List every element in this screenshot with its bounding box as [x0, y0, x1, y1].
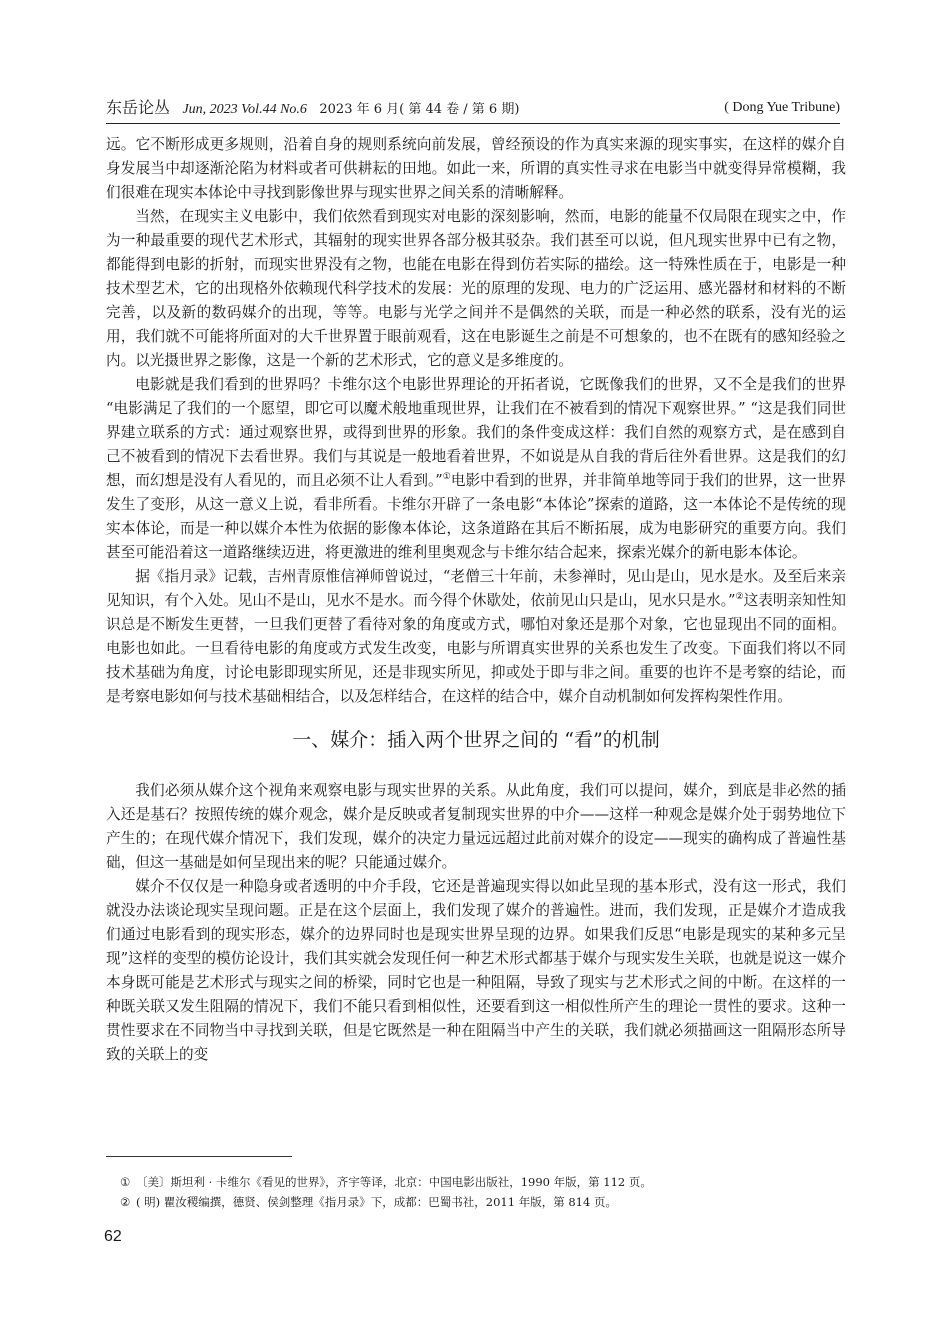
footnote-divider: [106, 1156, 292, 1157]
journal-english-title: ( Dong Yue Tribune): [724, 100, 840, 115]
paragraph: 我们必须从媒介这个视角来观察电影与现实世界的关系。从此角度，我们可以提问，媒介，到底是非必然的插入还是基石？按照传统的媒介观念，媒介是反映或者复制现实世界的中介——这样一种观念是媒介处于弱势地位下产生的；在现代媒介情况下，我们发现，媒介的决定力量远远超过此前对媒介的设定——现实的确构成了普遍性基础，但这一基础是如何呈现出来的呢？只能通过媒介。: [106, 782, 846, 871]
page-number: 62: [104, 1228, 122, 1245]
footnote-text: 〔美〕斯坦利 · 卡维尔《看见的世界》，齐宇等译，北京：中国电影出版社，1990 年版，第 112 页。: [136, 1175, 652, 1189]
footnote-mark: ①: [120, 1175, 131, 1189]
footnote-mark: ②: [120, 1195, 131, 1209]
footnote-ref-1[interactable]: ①: [442, 472, 451, 483]
footnote-ref-2[interactable]: ②: [735, 592, 744, 603]
footnote-1: [120, 1172, 840, 1192]
footnote-2: [120, 1192, 840, 1212]
paragraph: 媒介不仅仅是一种隐身或者透明的中介手段，它还是普遍现实得以如此呈现的基本形式，没有这一形式，我们就没办法谈论现实呈现问题。正是在这个层面上，我们发现了媒介的普遍性。进而，我们发现，正是媒介才造成我们通过电影看到的现实形态，媒介的边界同时也是现实世界呈现的边界。如果我们反思“电影是现实的某种多元呈现”这样的变型的模仿论设计，我们其实就会发现任何一种艺术形式都基于媒介与现实发生关联，也就是说这一媒介本身既可能是艺术形式与现实之间的桥梁，同时它也是一种阻隔，导致了现实与艺术形式之间的中断。在这样的一种既关联又发生阻隔的情况下，我们不能只看到相似性，还要看到这一相似性所产生的理论一贯性的要求。这种一贯性要求在不同物当中寻找到关联，但是它既然是一种在阻隔当中产生的关联，我们就必须描画这一阻隔形态所导致的关联上的变: [106, 878, 846, 1063]
issue-meta: Jun, 2023 Vol.44 No.6: [182, 102, 307, 117]
paragraph: 当然，在现实主义电影中，我们依然看到现实对电影的深刻影响，然而，电影的能量不仅局限在现实之中，作为一种最重要的现代艺术形式，其辐射的现实世界各部分极其驳杂。我们甚至可以说，但凡现实世界中已有之物，都能得到电影的折射，而现实世界没有之物，也能在电影在得到仿若实际的描绘。这一特殊性质在于，电影是一种技术型艺术，它的出现格外依赖现代科学技术的发展：光的原理的发现、电力的广泛运用、感光器材和材料的不断完善，以及新的数码媒介的出现，等等。电影与光学之间并不是偶然的关联，而是一种必然的联系，没有光的运用，我们就不可能将所面对的大千世界置于眼前观看，这在电影诞生之前是不可想象的，也不在既有的感知经验之内。以光摄世界之影像，这是一个新的艺术形式，它的意义是多维度的。: [106, 208, 846, 369]
paragraph-with-footnote: 据《指月录》记载，吉州青原惟信禅师曾说过，“老僧三十年前，未参禅时，见山是山，见水是水。及至后来亲见知识，有个入处。见山不是山，见水不是水。而今得个休歇处，依前见山只是山，见水只是水。”②这表明亲知性知识总是不断发生更替，一旦我们更替了看待对象的角度或方式，哪怕对象还是那个对象，它也显现出不同的面相。电影也如此。一旦看待电影的角度或方式发生改变，电影与所谓真实世界的关系也发生了改变。下面我们将以不同技术基础为角度，讨论电影即现实所见，还是非现实所见，抑或处于即与非之间。重要的也许不是考察的结论，而是考察电影如何与技术基础相结合，以及怎样结合，在这样的结合中，媒介自动机制如何发挥构架性作用。: [106, 568, 846, 705]
running-header: [106, 99, 840, 124]
paragraph-with-footnote: 电影就是我们看到的世界吗？卡维尔这个电影世界理论的开拓者说，它既像我们的世界，又不全是我们的世界 “电影满足了我们的一个愿望，即它可以魔术般地重现世界，让我们在不被看到的情况下观察世界。” “这是我们同世界建立联系的方式：通过观察世界，或得到世界的形象。我们的条件变成这样：我们自然的观察方式，是在感到自己不被看到的情况下去看世界。我们与其说是一般地看着世界，不如说是从自我的背后往外看世界。这是我们的幻想，而幻想是没有人看见的，而且必须不让人看到。”①电影中看到的世界，并非简单地等同于我们的世界，这一世界发生了变形，从这一意义上说，看非所看。卡维尔开辟了一条电影“本体论”探索的道路，这一本体论不是传统的现实本体论，而是一种以媒介本性为依据的影像本体论，这条道路在其后不断拓展，成为电影研究的重要方向。我们甚至可能沿着这一道路继续迈进，将更激进的维利里奥观念与卡维尔结合起来，探索光媒介的新电影本体论。: [106, 376, 846, 561]
paragraph-continued: 远。它不断形成更多规则，沿着自身的规则系统向前发展，曾经预设的作为真实来源的现实事实，在这样的媒介自身发展当中却逐渐沦陷为材料或者可供耕耘的田地。如此一来，所谓的真实性寻求在电影当中就变得异常模糊，我们很难在现实本体论中寻找到影像世界与现实世界之间关系的清晰解释。: [106, 136, 846, 201]
article-body: [106, 133, 846, 1067]
footnote-text: ( 明) 瞿汝稷编撰，德贤、侯剑整理《指月录》下，成都：巴蜀书社，2011 年版，第 814 页。: [136, 1195, 617, 1209]
journal-name: 东岳论丛: [106, 98, 171, 117]
issue-date-cn: 2023 年 6 月( 第 44 卷 / 第 6 期): [319, 102, 520, 117]
footnotes: [120, 1172, 840, 1212]
header-left: [106, 99, 519, 119]
section-heading: 一、媒介：插入两个世界之间的 “看”的机制: [292, 729, 660, 751]
